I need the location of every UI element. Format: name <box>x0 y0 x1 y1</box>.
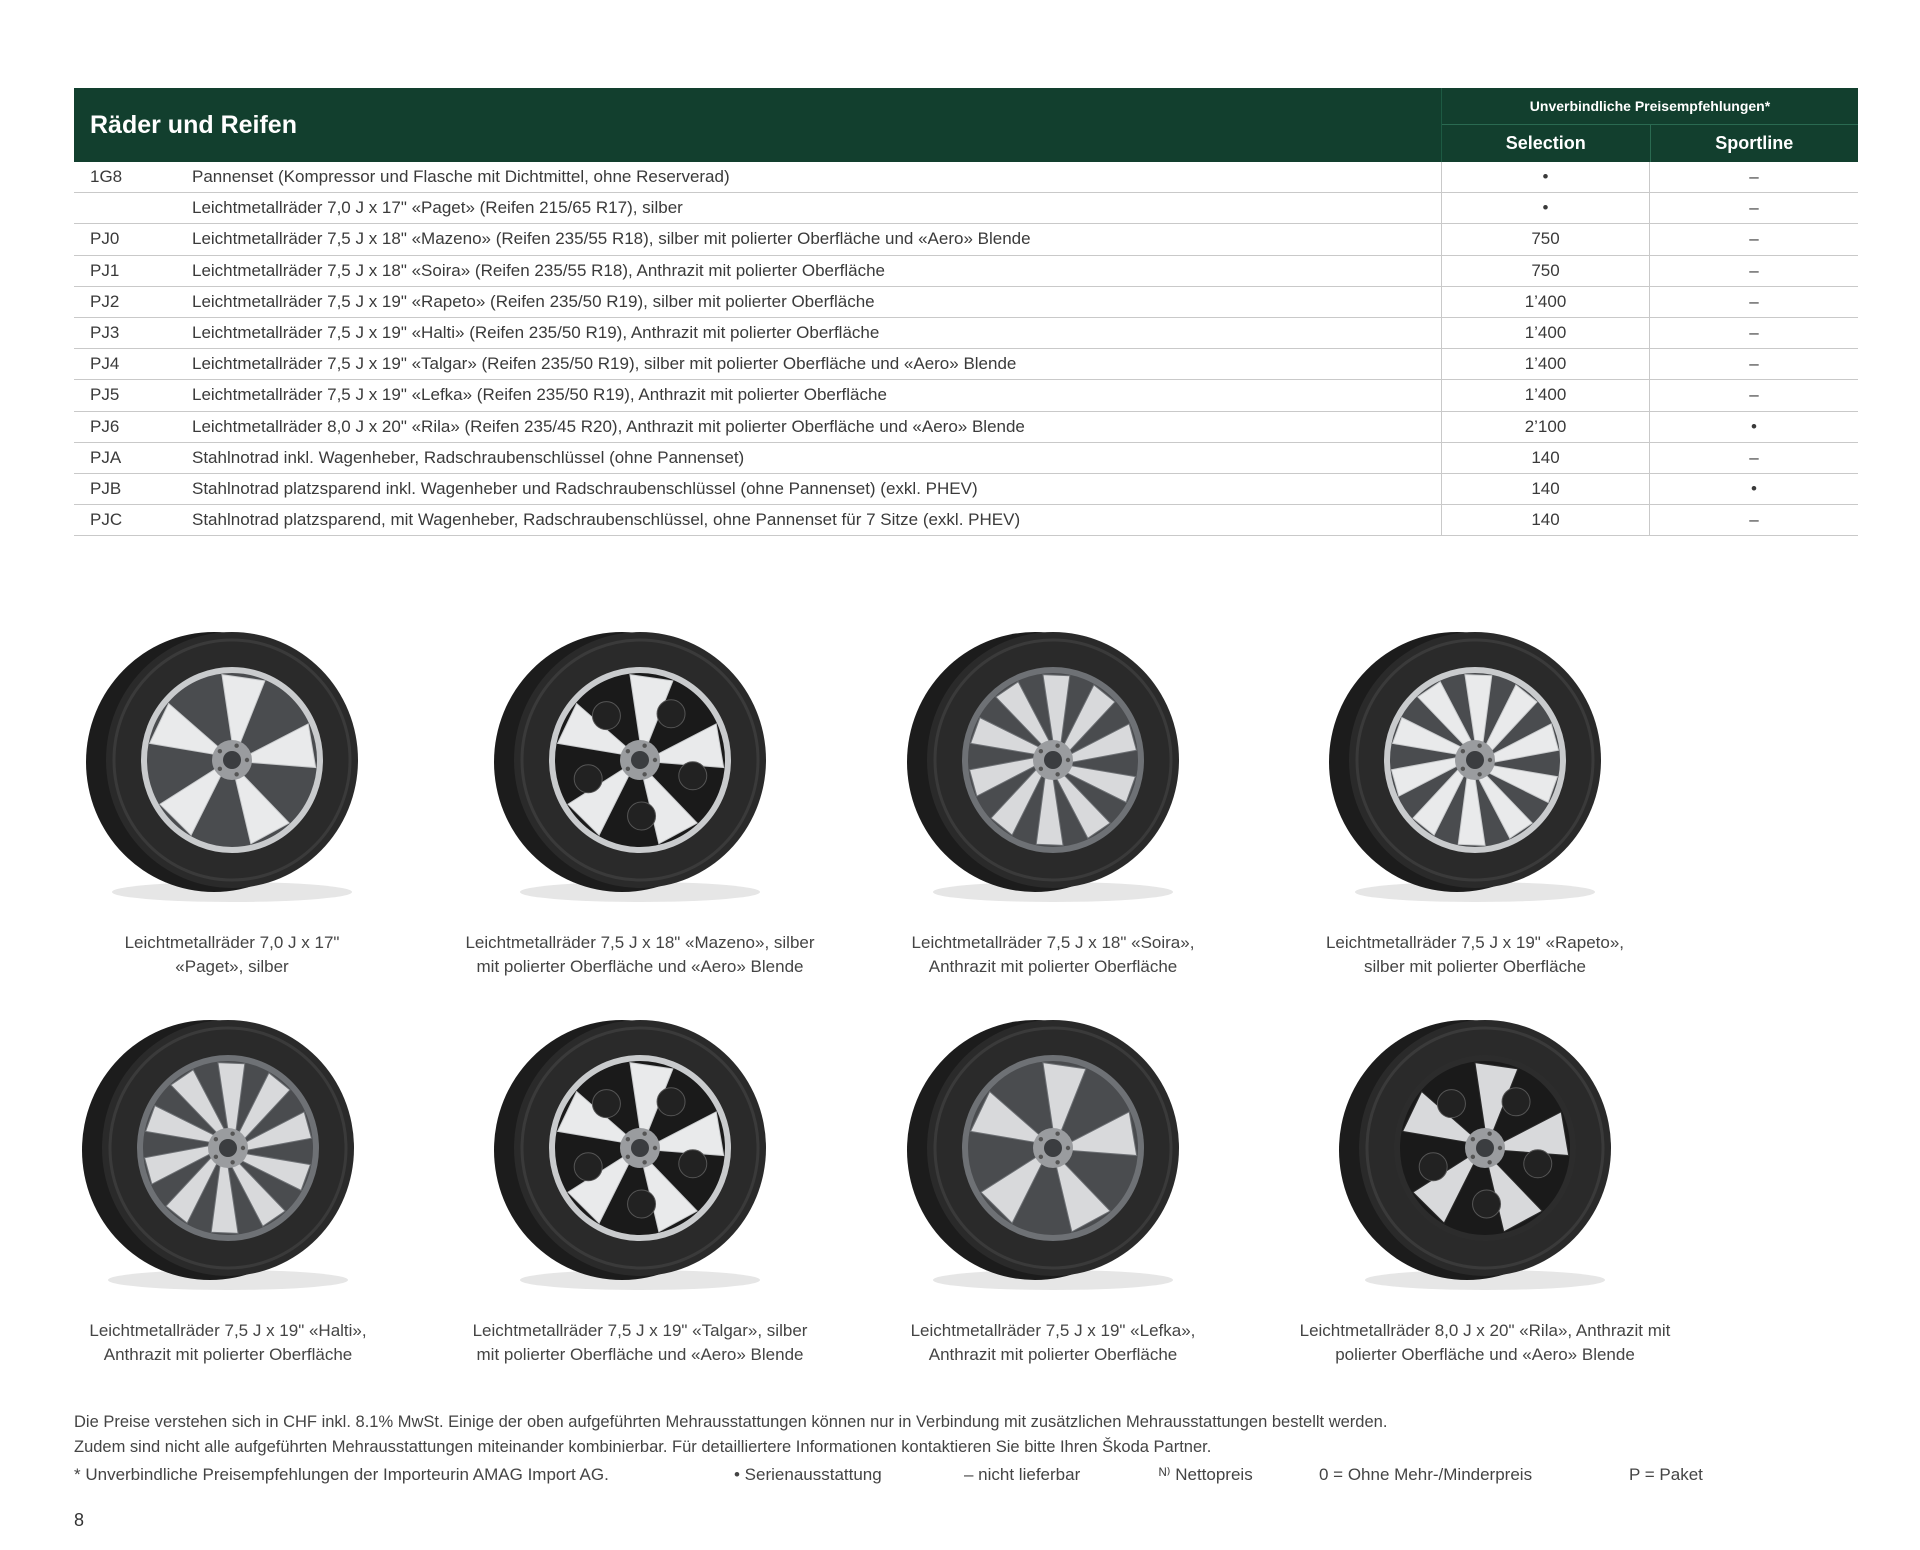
lug-nut <box>653 758 657 762</box>
wheel-caption-line-2: silber mit polierter Oberfläche <box>1363 957 1587 976</box>
table-body <box>74 162 1858 536</box>
row-sportline: – <box>1749 229 1759 249</box>
lug-nut <box>218 767 222 771</box>
row-code: PJC <box>90 510 123 530</box>
hub-badge <box>1466 751 1484 769</box>
lug-nut <box>642 772 646 776</box>
row-sportline: – <box>1749 385 1759 405</box>
lug-nut <box>1066 1146 1070 1150</box>
row-description: Leichtmetallräder 7,5 J x 19" «Halti» (Reifen 235/50 R19), Anthrazit mit polierter Oberfläche <box>192 318 1442 348</box>
lug-nut <box>230 1132 234 1136</box>
wheel-card <box>853 630 1253 976</box>
lug-nut <box>234 744 238 748</box>
row-sportline: – <box>1749 510 1759 530</box>
wheel-card <box>853 1018 1253 1364</box>
lug-nut <box>626 749 630 753</box>
aero-insert <box>592 702 620 730</box>
footnote <box>74 1410 1854 1460</box>
row-selection: • <box>1442 193 1650 223</box>
hub-badge <box>631 751 649 769</box>
row-code: PJ6 <box>90 416 120 436</box>
row-description: Stahlnotrad platzsparend inkl. Wagenheber und Radschraubenschlüssel (ohne Pannenset) (exkl. PHEV) <box>192 474 1442 504</box>
table-row <box>74 162 1858 193</box>
row-code <box>74 193 192 223</box>
lug-nut <box>234 772 238 776</box>
wheel-image <box>490 1018 790 1298</box>
row-sportline: – <box>1749 260 1759 280</box>
table-header <box>74 88 1858 162</box>
row-description: Leichtmetallräder 7,0 J x 17" «Paget» (Reifen 215/65 R17), silber <box>192 193 1442 223</box>
row-code: PJ4 <box>90 354 120 374</box>
lug-nut <box>642 744 646 748</box>
row-description: Leichtmetallräder 7,5 J x 19" «Lefka» (Reifen 235/50 R19), Anthrazit mit polierter Oberfläche <box>192 380 1442 410</box>
aero-insert <box>679 762 707 790</box>
wheel-caption <box>28 1319 428 1367</box>
row-sportline: – <box>1749 291 1759 311</box>
lug-nut <box>1055 744 1059 748</box>
hub-badge <box>219 1139 237 1157</box>
hub-badge <box>1476 1139 1494 1157</box>
lug-nut <box>218 749 222 753</box>
wheel-caption-line-1: Leichtmetallräder 8,0 J x 20" «Rila», Anthrazit mit <box>1299 1321 1671 1340</box>
table-row <box>74 443 1858 474</box>
row-sportline: – <box>1749 354 1759 374</box>
row-selection: 750 <box>1442 256 1650 286</box>
legend-unavailable: – nicht lieferbar <box>964 1465 1081 1484</box>
aero-insert <box>628 1190 656 1218</box>
price-header-label: Unverbindliche Preisempfehlungen* <box>1529 98 1771 114</box>
lug-nut <box>1471 1155 1475 1159</box>
row-selection: 2’100 <box>1442 412 1650 442</box>
row-description: Leichtmetallräder 7,5 J x 19" «Talgar» (Reifen 235/50 R19), silber mit polierter Oberfläche und «Aero» Blende <box>192 349 1442 379</box>
wheel-caption-line-2: Anthrazit mit polierter Oberfläche <box>928 957 1178 976</box>
wheel-caption-line-2: Anthrazit mit polierter Oberfläche <box>928 1345 1178 1364</box>
legend-standard: • Serienausstattung <box>734 1465 882 1484</box>
footnote-line-1: Die Preise verstehen sich in CHF inkl. 8.1% MwSt. Einige der oben aufgeführten Mehrausstattungen können nur in Verbindung mit zusätzlichen Mehrausstattungen bestellt werden. <box>74 1413 1388 1431</box>
table-title: Räder und Reifen <box>74 88 1442 162</box>
lug-nut <box>1055 1132 1059 1136</box>
hub-badge <box>223 751 241 769</box>
wheel-card <box>32 630 432 976</box>
column-selection: Selection <box>1442 125 1651 162</box>
table-row <box>74 287 1858 318</box>
row-selection: 1’400 <box>1442 380 1650 410</box>
lug-nut <box>1477 772 1481 776</box>
row-sportline: • <box>1751 416 1757 436</box>
wheel-card <box>440 1018 840 1364</box>
lug-nut <box>642 1132 646 1136</box>
wheel-caption <box>853 931 1253 979</box>
lug-nut <box>1498 1146 1502 1150</box>
wheel-card <box>1285 1018 1685 1364</box>
row-description: Stahlnotrad inkl. Wagenheber, Radschraubenschlüssel (ohne Pannenset) <box>192 443 1442 473</box>
wheel-caption-line-2: polierter Oberfläche und «Aero» Blende <box>1335 1345 1635 1364</box>
row-code: PJA <box>90 447 122 467</box>
lug-nut <box>1461 767 1465 771</box>
row-description: Leichtmetallräder 7,5 J x 18" «Mazeno» (Reifen 235/55 R18), silber mit polierter Oberfläche und «Aero» Blende <box>192 224 1442 254</box>
wheel-image <box>903 630 1203 910</box>
row-code: PJ5 <box>90 385 120 405</box>
wheel-caption-line-1: Leichtmetallräder 7,5 J x 18" «Soira», <box>911 933 1195 952</box>
aero-insert <box>592 1090 620 1118</box>
table-row <box>74 349 1858 380</box>
aero-insert <box>628 802 656 830</box>
wheel-image <box>1325 630 1625 910</box>
table-row <box>74 380 1858 411</box>
lug-nut <box>1487 1132 1491 1136</box>
wheel-caption <box>1275 931 1675 979</box>
aero-insert <box>679 1150 707 1178</box>
table-row <box>74 412 1858 443</box>
row-selection: 140 <box>1442 443 1650 473</box>
aero-insert <box>574 1153 602 1181</box>
aero-insert <box>574 765 602 793</box>
lug-nut <box>1039 767 1043 771</box>
wheel-caption-line-2: mit polierter Oberfläche und «Aero» Blende <box>476 1345 804 1364</box>
row-code: PJB <box>90 478 122 498</box>
wheel-caption <box>32 931 432 979</box>
row-code: PJ1 <box>90 260 120 280</box>
wheel-image <box>903 1018 1203 1298</box>
lug-nut <box>1039 1155 1043 1159</box>
wheel-caption <box>1285 1319 1685 1367</box>
lug-nut <box>626 1137 630 1141</box>
table-row <box>74 193 1858 224</box>
hub-badge <box>1044 1139 1062 1157</box>
aero-insert <box>1524 1150 1552 1178</box>
row-description: Leichtmetallräder 8,0 J x 20" «Rila» (Reifen 235/45 R20), Anthrazit mit polierter Oberfläche und «Aero» Blende <box>192 412 1442 442</box>
lug-nut <box>1039 749 1043 753</box>
table-row <box>74 505 1858 536</box>
row-selection: 140 <box>1442 474 1650 504</box>
row-selection: • <box>1442 162 1650 192</box>
page-number: 8 <box>74 1510 85 1530</box>
lug-nut <box>1461 749 1465 753</box>
row-sportline: • <box>1751 478 1757 498</box>
lug-nut <box>626 767 630 771</box>
row-description: Leichtmetallräder 7,5 J x 19" «Rapeto» (Reifen 235/50 R19), silber mit polierter Oberfläche <box>192 287 1442 317</box>
wheel-caption-line-1: Leichtmetallräder 7,5 J x 18" «Mazeno», silber <box>465 933 815 952</box>
row-sportline: – <box>1749 198 1759 218</box>
aero-insert <box>657 700 685 728</box>
row-sportline: – <box>1749 447 1759 467</box>
aero-insert <box>1437 1090 1465 1118</box>
row-code: PJ3 <box>90 323 120 343</box>
wheel-image <box>490 630 790 910</box>
row-description: Leichtmetallräder 7,5 J x 18" «Soira» (Reifen 235/55 R18), Anthrazit mit polierter Oberfläche <box>192 256 1442 286</box>
legend-importer: * Unverbindliche Preisempfehlungen der Importeurin AMAG Import AG. <box>74 1465 609 1484</box>
row-code: 1G8 <box>90 167 123 187</box>
wheel-caption-line-2: mit polierter Oberfläche und «Aero» Blende <box>476 957 804 976</box>
lug-nut <box>245 758 249 762</box>
row-selection: 1’400 <box>1442 318 1650 348</box>
aero-insert <box>657 1088 685 1116</box>
wheel-caption-line-2: «Paget», silber <box>175 957 289 976</box>
lug-nut <box>1055 772 1059 776</box>
row-sportline: – <box>1749 167 1759 187</box>
aero-insert <box>1502 1088 1530 1116</box>
wheel-caption-line-1: Leichtmetallräder 7,5 J x 19" «Lefka», <box>910 1321 1196 1340</box>
lug-nut <box>1039 1137 1043 1141</box>
price-header <box>1442 88 1858 162</box>
wheel-card <box>1275 630 1675 976</box>
table-row <box>74 318 1858 349</box>
wheel-image <box>82 630 382 910</box>
wheel-caption <box>440 931 840 979</box>
row-selection: 140 <box>1442 505 1650 535</box>
aero-insert <box>1473 1190 1501 1218</box>
wheel-image <box>78 1018 378 1298</box>
lug-nut <box>642 1160 646 1164</box>
wheel-caption-line-1: Leichtmetallräder 7,5 J x 19" «Talgar», silber <box>472 1321 808 1340</box>
lug-nut <box>1488 758 1492 762</box>
lug-nut <box>1066 758 1070 762</box>
wheel-caption-line-1: Leichtmetallräder 7,5 J x 19" «Rapeto», <box>1325 933 1625 952</box>
row-sportline: – <box>1749 323 1759 343</box>
row-selection: 1’400 <box>1442 349 1650 379</box>
footnote-line-2: Zudem sind nicht alle aufgeführten Mehrausstattungen miteinander kombinierbar. Für detailliertere Informationen kontaktieren Sie bitte Ihren Škoda Partner. <box>74 1438 1212 1456</box>
wheel-caption <box>440 1319 840 1367</box>
row-selection: 750 <box>1442 224 1650 254</box>
lug-nut <box>626 1155 630 1159</box>
lug-nut <box>230 1160 234 1164</box>
legend-zero: 0 = Ohne Mehr-/Minderpreis <box>1319 1465 1533 1484</box>
wheel-caption <box>853 1319 1253 1367</box>
hub-badge <box>631 1139 649 1157</box>
lug-nut <box>1487 1160 1491 1164</box>
column-sportline: Sportline <box>1715 133 1794 153</box>
wheel-caption-line-2: Anthrazit mit polierter Oberfläche <box>103 1345 353 1364</box>
lug-nut <box>241 1146 245 1150</box>
lug-nut <box>214 1137 218 1141</box>
row-description: Pannenset (Kompressor und Flasche mit Dichtmittel, ohne Reserverad) <box>192 162 1442 192</box>
lug-nut <box>653 1146 657 1150</box>
hub-badge <box>1044 751 1062 769</box>
table-row <box>74 224 1858 255</box>
wheel-card <box>28 1018 428 1364</box>
lug-nut <box>1055 1160 1059 1164</box>
table-row <box>74 256 1858 287</box>
wheel-card <box>440 630 840 976</box>
row-selection: 1’400 <box>1442 287 1650 317</box>
row-code: PJ0 <box>90 229 120 249</box>
aero-insert <box>1419 1153 1447 1181</box>
lug-nut <box>1471 1137 1475 1141</box>
wheel-image <box>1335 1018 1635 1298</box>
legend-package: P = Paket <box>1629 1465 1703 1484</box>
legend-net-price: ᴺ⁾ Nettopreis <box>1159 1465 1253 1484</box>
wheels-tyres-table <box>74 88 1858 536</box>
row-description: Stahlnotrad platzsparend, mit Wagenheber, Radschraubenschlüssel, ohne Pannenset für 7 Sitze (exkl. PHEV) <box>192 505 1442 535</box>
table-row <box>74 474 1858 505</box>
wheel-caption-line-1: Leichtmetallräder 7,0 J x 17" <box>124 933 340 952</box>
lug-nut <box>214 1155 218 1159</box>
row-code: PJ2 <box>90 291 120 311</box>
wheel-caption-line-1: Leichtmetallräder 7,5 J x 19" «Halti», <box>89 1321 367 1340</box>
lug-nut <box>1477 744 1481 748</box>
